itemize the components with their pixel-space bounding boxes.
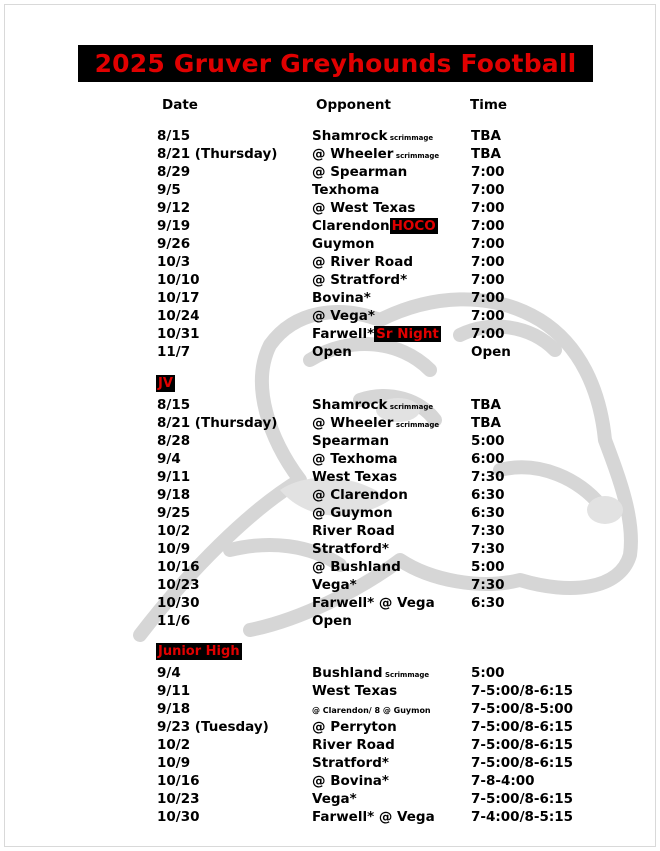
game-date: 9/4 — [157, 665, 181, 681]
schedule-row — [5, 326, 655, 344]
game-date: 8/28 — [157, 433, 191, 449]
opponent-name: River Road — [312, 737, 395, 753]
opponent-name: @ West Texas — [312, 200, 416, 216]
game-opponent — [312, 326, 441, 342]
game-date: 9/18 — [157, 487, 191, 503]
opponent-name: @ Perryton — [312, 719, 397, 735]
schedule-row — [5, 809, 655, 827]
schedule-row — [5, 200, 655, 218]
game-date: 11/7 — [157, 344, 191, 360]
schedule-row — [5, 290, 655, 308]
game-date: 9/26 — [157, 236, 191, 252]
opponent-name: @ Spearman — [312, 164, 408, 180]
game-opponent — [312, 487, 408, 503]
game-time: 7-5:00/8-6:15 — [471, 683, 574, 699]
opponent-name: Guymon — [312, 236, 375, 252]
schedule-row — [5, 469, 655, 487]
game-opponent — [312, 272, 407, 288]
game-date: 9/4 — [157, 451, 181, 467]
game-date: 10/2 — [157, 523, 191, 539]
game-opponent — [312, 541, 389, 557]
game-opponent — [312, 236, 374, 252]
schedule-row — [5, 719, 655, 737]
game-time: 7-5:00/8-6:15 — [471, 755, 574, 771]
game-time: 7:00 — [471, 200, 505, 216]
game-date: 10/17 — [157, 290, 200, 306]
opponent-name: Shamrock — [312, 128, 388, 144]
opponent-name: @ Vega* — [312, 308, 375, 324]
game-date: 10/16 — [157, 773, 200, 789]
schedule-row — [5, 773, 655, 791]
opponent-name: Texhoma — [312, 182, 380, 198]
game-date: 8/29 — [157, 164, 191, 180]
schedule-row — [5, 164, 655, 182]
opponent-name: Spearman — [312, 433, 390, 449]
game-time: 5:00 — [471, 433, 505, 449]
game-opponent — [312, 415, 439, 431]
game-opponent — [312, 773, 389, 789]
game-opponent — [312, 559, 401, 575]
game-opponent — [312, 701, 431, 717]
game-opponent — [312, 451, 398, 467]
game-opponent — [312, 737, 395, 753]
schedule-row — [5, 505, 655, 523]
opponent-name: Open — [312, 344, 352, 360]
title-banner — [78, 45, 593, 82]
schedule-row — [5, 683, 655, 701]
opponent-name: West Texas — [312, 683, 398, 699]
game-note: Scrimmage — [382, 671, 430, 679]
game-time: 7:00 — [471, 236, 505, 252]
schedule-row — [5, 433, 655, 451]
game-opponent — [312, 505, 393, 521]
opponent-name: @ Texhoma — [312, 451, 398, 467]
game-opponent — [312, 218, 438, 234]
opponent-name: Vega* — [312, 791, 357, 807]
opponent-name: @ River Road — [312, 254, 413, 270]
opponent-name: @ Wheeler — [312, 146, 394, 162]
header-time: Time — [470, 97, 508, 113]
game-time: 7:00 — [471, 308, 505, 324]
game-date: 9/19 — [157, 218, 191, 234]
game-date: 10/3 — [157, 254, 191, 270]
opponent-name: Bushland — [312, 665, 383, 681]
game-date: 8/15 — [157, 397, 191, 413]
game-opponent — [312, 755, 389, 771]
schedule-row — [5, 791, 655, 809]
game-time: 7-4:00/8-5:15 — [471, 809, 574, 825]
opponent-name: Farwell* — [312, 326, 375, 342]
game-date: 9/18 — [157, 701, 191, 717]
game-time: TBA — [471, 146, 501, 162]
opponent-name: Stratford* — [312, 755, 389, 771]
game-date: 9/5 — [157, 182, 181, 198]
game-opponent — [312, 290, 371, 306]
opponent-name: @ Stratford* — [312, 272, 408, 288]
schedule-row — [5, 665, 655, 683]
schedule-row — [5, 487, 655, 505]
game-date: 10/30 — [157, 595, 200, 611]
game-time: 5:00 — [471, 559, 505, 575]
schedule-row — [5, 254, 655, 272]
header-date: Date — [162, 97, 198, 113]
game-time: TBA — [471, 397, 501, 413]
game-date: 10/24 — [157, 308, 200, 324]
schedule-row — [5, 272, 655, 290]
game-opponent — [312, 433, 389, 449]
game-time: 7:30 — [471, 541, 505, 557]
game-opponent — [312, 308, 375, 324]
schedule-row — [5, 613, 655, 631]
game-time: 7:30 — [471, 523, 505, 539]
schedule-row — [5, 308, 655, 326]
game-date: 9/25 — [157, 505, 191, 521]
game-date: 8/15 — [157, 128, 191, 144]
game-opponent — [312, 577, 357, 593]
jv-section-label: JV — [158, 376, 173, 391]
game-opponent — [312, 164, 407, 180]
opponent-name: Farwell* @ Vega — [312, 809, 435, 825]
junior-high-section-label: Junior High — [158, 644, 240, 659]
game-date: 8/21 (Thursday) — [157, 415, 278, 431]
game-time: TBA — [471, 128, 501, 144]
game-date: 10/2 — [157, 737, 191, 753]
game-opponent — [312, 344, 352, 360]
game-time: 7:00 — [471, 272, 505, 288]
game-time: Open — [471, 344, 511, 360]
game-date: 10/23 — [157, 577, 200, 593]
opponent-name: Open — [312, 613, 352, 629]
game-note: scrimmage — [387, 134, 434, 142]
game-date: 11/6 — [157, 613, 191, 629]
opponent-name: Clarendon — [312, 218, 390, 234]
opponent-name: Vega* — [312, 577, 357, 593]
schedule-row — [5, 344, 655, 362]
schedule-row — [5, 577, 655, 595]
game-opponent — [312, 613, 352, 629]
schedule-row — [5, 236, 655, 254]
schedule-row — [5, 523, 655, 541]
schedule-row — [5, 182, 655, 200]
game-opponent — [312, 254, 413, 270]
opponent-name: @ Guymon — [312, 505, 393, 521]
page-title: 2025 Gruver Greyhounds Football — [94, 49, 577, 78]
opponent-name: West Texas — [312, 469, 398, 485]
game-time: 6:30 — [471, 505, 505, 521]
game-date: 10/10 — [157, 272, 200, 288]
schedule-page — [4, 4, 656, 847]
game-time: 7:00 — [471, 254, 505, 270]
game-time: 7:00 — [471, 182, 505, 198]
game-date: 10/23 — [157, 791, 200, 807]
game-time: 7-5:00/8-6:15 — [471, 719, 574, 735]
game-opponent — [312, 683, 397, 699]
game-date: 10/9 — [157, 541, 191, 557]
game-opponent — [312, 200, 415, 216]
opponent-name: @ Bovina* — [312, 773, 389, 789]
game-opponent — [312, 595, 435, 611]
game-date: 10/9 — [157, 755, 191, 771]
game-time: 7:00 — [471, 326, 505, 342]
game-note: scrimmage — [393, 152, 440, 160]
game-opponent — [312, 146, 439, 162]
game-time: 6:30 — [471, 595, 505, 611]
game-opponent — [312, 182, 379, 198]
game-date: 9/12 — [157, 200, 191, 216]
game-opponent — [312, 719, 397, 735]
game-time: 7:00 — [471, 290, 505, 306]
game-time: 7-5:00/8-6:15 — [471, 791, 574, 807]
opponent-name: @ Clarendon/ 8 @ Guymon — [312, 706, 431, 715]
schedule-row — [5, 701, 655, 719]
opponent-name: Bovina* — [312, 290, 371, 306]
game-time: 7:00 — [471, 164, 505, 180]
game-time: 7-5:00/8-5:00 — [471, 701, 574, 717]
game-opponent — [312, 128, 433, 144]
game-opponent — [312, 665, 429, 681]
schedule-row — [5, 559, 655, 577]
game-time: 6:00 — [471, 451, 505, 467]
event-tag: Sr Night — [376, 326, 439, 342]
game-time: 5:00 — [471, 665, 505, 681]
game-time: 7-5:00/8-6:15 — [471, 737, 574, 753]
game-time: 7-8-4:00 — [471, 773, 535, 789]
game-note: scrimmage — [387, 403, 434, 411]
game-date: 8/21 (Thursday) — [157, 146, 278, 162]
opponent-name: River Road — [312, 523, 395, 539]
opponent-name: Farwell* @ Vega — [312, 595, 435, 611]
game-time: 7:30 — [471, 469, 505, 485]
game-date: 10/16 — [157, 559, 200, 575]
game-opponent — [312, 397, 433, 413]
schedule-row — [5, 146, 655, 164]
game-time: 7:00 — [471, 218, 505, 234]
game-opponent — [312, 469, 397, 485]
schedule-row — [5, 218, 655, 236]
game-time: 7:30 — [471, 577, 505, 593]
schedule-row — [5, 451, 655, 469]
game-time: TBA — [471, 415, 501, 431]
game-date: 9/11 — [157, 469, 191, 485]
opponent-name: @ Wheeler — [312, 415, 394, 431]
opponent-name: @ Clarendon — [312, 487, 408, 503]
schedule-row — [5, 541, 655, 559]
game-date: 10/30 — [157, 809, 200, 825]
schedule-row — [5, 755, 655, 773]
opponent-name: @ Bushland — [312, 559, 401, 575]
game-note: scrimmage — [393, 421, 440, 429]
schedule-row — [5, 595, 655, 613]
game-opponent — [312, 809, 435, 825]
game-date: 10/31 — [157, 326, 200, 342]
opponent-name: Shamrock — [312, 397, 388, 413]
event-tag: HOCO — [391, 218, 436, 234]
schedule-row — [5, 128, 655, 146]
game-opponent — [312, 791, 357, 807]
opponent-name: Stratford* — [312, 541, 389, 557]
schedule-row — [5, 737, 655, 755]
game-date: 9/11 — [157, 683, 191, 699]
schedule-row — [5, 397, 655, 415]
game-time: 6:30 — [471, 487, 505, 503]
schedule-row — [5, 415, 655, 433]
game-opponent — [312, 523, 395, 539]
game-date: 9/23 (Tuesday) — [157, 719, 269, 735]
header-opponent: Opponent — [316, 97, 391, 113]
